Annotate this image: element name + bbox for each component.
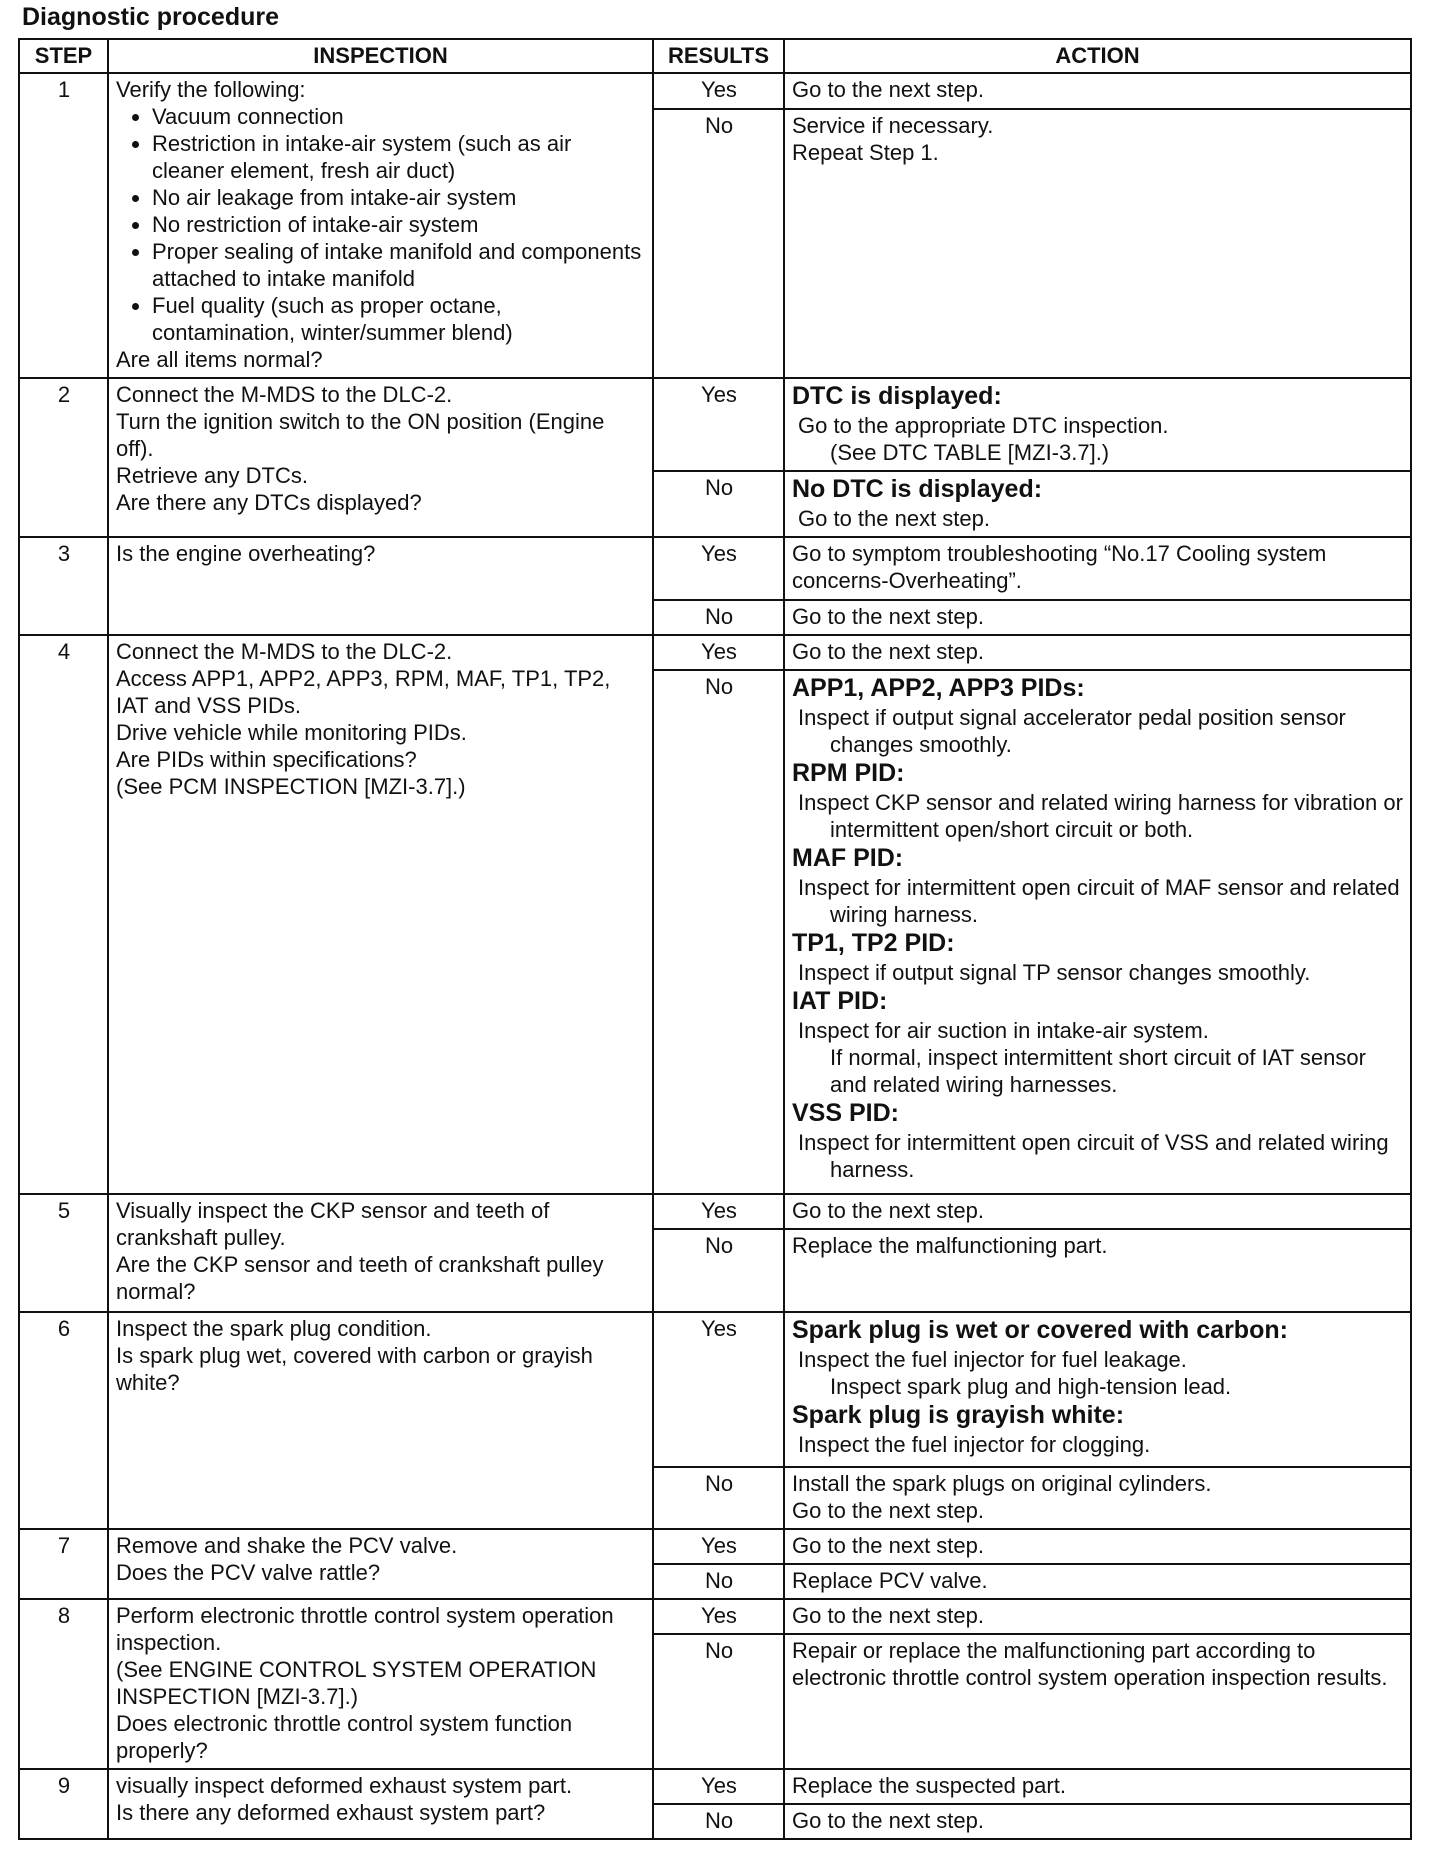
- result-no: No: [653, 471, 784, 537]
- result-yes: Yes: [653, 1769, 784, 1804]
- action-cell: Go to the next step.: [784, 635, 1411, 670]
- header-results: RESULTS: [653, 39, 784, 73]
- list-item: • Fuel quality (such as proper octane, contamination, winter/summer blend): [152, 292, 646, 346]
- pid-text: Inspect if output signal accelerator pedal position sensor changes smoothly.: [798, 705, 1346, 757]
- action-line: Service if necessary.: [792, 112, 994, 138]
- inspection-line: Drive vehicle while monitoring PIDs.: [116, 720, 467, 745]
- action-cell: Go to the next step.: [784, 73, 1411, 109]
- step-number: 2: [19, 378, 108, 537]
- result-no: No: [653, 1564, 784, 1599]
- result-no: No: [653, 1634, 784, 1769]
- inspection-line: visually inspect deformed exhaust system part.: [116, 1773, 573, 1798]
- inspection-cell: [108, 1194, 653, 1312]
- header-row: [19, 39, 1411, 73]
- result-no: No: [653, 1467, 784, 1529]
- result-yes: Yes: [653, 635, 784, 670]
- action-line: Go to the next step.: [798, 506, 991, 531]
- page-title: Diagnostic procedure: [22, 3, 279, 31]
- step-number: 8: [19, 1599, 108, 1769]
- action-cell: Repair or replace the malfunctioning part according to electronic throttle control system operation inspection results.: [784, 1634, 1411, 1769]
- pid-text: Inspect if output signal TP sensor changes smoothly.: [798, 960, 1311, 985]
- inspection-cell: Is the engine overheating?: [108, 537, 653, 635]
- pid-text: Inspect for intermittent open circuit of VSS and related wiring harness.: [798, 1130, 1389, 1182]
- diagnostic-procedure-table: [18, 38, 1412, 1840]
- list-item: • No restriction of intake-air system: [152, 211, 646, 238]
- table-row: [19, 1769, 1411, 1804]
- step-number: 5: [19, 1194, 108, 1312]
- result-no: No: [653, 1229, 784, 1312]
- action-line: Go to the appropriate DTC inspection.: [798, 413, 1169, 438]
- result-yes: Yes: [653, 1194, 784, 1229]
- pid-heading: IAT PID:: [792, 987, 888, 1015]
- result-yes: Yes: [653, 1599, 784, 1634]
- action-cell: Go to symptom troubleshooting “No.17 Cooling system concerns-Overheating”.: [784, 537, 1411, 600]
- action-cell: Replace the malfunctioning part.: [784, 1229, 1411, 1312]
- result-no: No: [653, 670, 784, 1194]
- step-number: 1: [19, 73, 108, 378]
- inspection-cell: [108, 73, 653, 378]
- action-line: Go to the next step.: [792, 1498, 985, 1523]
- inspection-cell: [108, 378, 653, 537]
- inspection-line: (See ENGINE CONTROL SYSTEM OPERATION INSPECTION [MZI-3.7].): [116, 1657, 597, 1709]
- pid-heading: TP1, TP2 PID:: [792, 929, 955, 957]
- inspection-line: Turn the ignition switch to the ON position (Engine off).: [116, 409, 605, 461]
- list-item: • Vacuum connection: [152, 103, 646, 130]
- step-number: 9: [19, 1769, 108, 1839]
- action-line: Inspect the fuel injector for clogging.: [798, 1432, 1151, 1457]
- inspection-line: Access APP1, APP2, APP3, RPM, MAF, TP1, TP2, IAT and VSS PIDs.: [116, 666, 611, 718]
- header-action: ACTION: [784, 39, 1411, 73]
- pid-heading: APP1, APP2, APP3 PIDs:: [792, 674, 1085, 702]
- action-cell: Go to the next step.: [784, 1804, 1411, 1839]
- action-line: Inspect spark plug and high-tension lead.: [830, 1374, 1232, 1399]
- result-no: No: [653, 600, 784, 635]
- pid-heading: VSS PID:: [792, 1099, 899, 1127]
- result-no: No: [653, 1804, 784, 1839]
- pid-heading: RPM PID:: [792, 759, 905, 787]
- inspection-line: Does electronic throttle control system function properly?: [116, 1711, 573, 1763]
- inspection-line: Are the CKP sensor and teeth of crankshaft pulley normal?: [116, 1252, 604, 1304]
- pid-text: Inspect for air suction in intake-air system.: [798, 1018, 1209, 1043]
- inspection-line: Perform electronic throttle control system operation inspection.: [116, 1603, 614, 1655]
- action-cell: [784, 1312, 1411, 1467]
- action-cell: [784, 378, 1411, 471]
- inspection-line: Retrieve any DTCs.: [116, 463, 308, 488]
- inspection-line: Visually inspect the CKP sensor and teeth of crankshaft pulley.: [116, 1198, 550, 1250]
- action-heading: Spark plug is grayish white:: [792, 1401, 1125, 1429]
- inspection-cell: [108, 1769, 653, 1839]
- result-yes: Yes: [653, 1312, 784, 1467]
- step-number: 3: [19, 537, 108, 635]
- action-line: (See DTC TABLE [MZI-3.7].): [830, 440, 1110, 465]
- inspection-line: Are there any DTCs displayed?: [116, 490, 422, 515]
- pid-text: If normal, inspect intermittent short circuit of IAT sensor and related wiring harnesses.: [830, 1045, 1366, 1097]
- result-yes: Yes: [653, 537, 784, 600]
- inspection-line: Remove and shake the PCV valve.: [116, 1533, 458, 1558]
- action-cell: [784, 1467, 1411, 1529]
- action-cell: [784, 109, 1411, 378]
- action-cell: Go to the next step.: [784, 1529, 1411, 1564]
- action-line: Repeat Step 1.: [792, 139, 939, 165]
- verify-list: [116, 103, 646, 346]
- pid-heading: MAF PID:: [792, 844, 904, 872]
- inspection-line: Connect the M-MDS to the DLC-2.: [116, 639, 453, 664]
- step-number: 7: [19, 1529, 108, 1599]
- inspection-line: Is there any deformed exhaust system part?: [116, 1800, 546, 1825]
- inspection-line: Inspect the spark plug condition.: [116, 1316, 432, 1341]
- inspection-line: Is spark plug wet, covered with carbon or grayish white?: [116, 1343, 593, 1395]
- result-yes: Yes: [653, 73, 784, 109]
- inspection-cell: [108, 635, 653, 1194]
- inspection-line: Connect the M-MDS to the DLC-2.: [116, 382, 453, 407]
- step-number: 6: [19, 1312, 108, 1529]
- table-row: [19, 1599, 1411, 1634]
- list-item: • Restriction in intake-air system (such as air cleaner element, fresh air duct): [152, 130, 646, 184]
- action-cell: Go to the next step.: [784, 1599, 1411, 1634]
- table-row: [19, 73, 1411, 109]
- header-step: STEP: [19, 39, 108, 73]
- inspection-cell: [108, 1529, 653, 1599]
- list-item: • No air leakage from intake-air system: [152, 184, 646, 211]
- header-inspection: INSPECTION: [108, 39, 653, 73]
- table-row: [19, 635, 1411, 670]
- pid-text: Inspect for intermittent open circuit of MAF sensor and related wiring harness.: [798, 875, 1400, 927]
- inspection-cell: [108, 1599, 653, 1769]
- inspection-line: Verify the following:: [116, 77, 306, 102]
- inspection-line: Are all items normal?: [116, 347, 323, 372]
- table-row: [19, 537, 1411, 600]
- step-number: 4: [19, 635, 108, 1194]
- result-yes: Yes: [653, 1529, 784, 1564]
- action-heading: No DTC is displayed:: [792, 475, 1043, 503]
- action-cell: [784, 471, 1411, 537]
- action-cell: Go to the next step.: [784, 600, 1411, 635]
- table-row: [19, 378, 1411, 471]
- inspection-line: Are PIDs within specifications?: [116, 747, 417, 772]
- action-line: Inspect the fuel injector for fuel leakage.: [798, 1347, 1187, 1372]
- action-cell: Replace PCV valve.: [784, 1564, 1411, 1599]
- action-cell: Go to the next step.: [784, 1194, 1411, 1229]
- action-heading: Spark plug is wet or covered with carbon:: [792, 1316, 1288, 1344]
- result-yes: Yes: [653, 378, 784, 471]
- table-row: [19, 1312, 1411, 1467]
- result-no: No: [653, 109, 784, 378]
- action-cell: Replace the suspected part.: [784, 1769, 1411, 1804]
- action-heading: DTC is displayed:: [792, 382, 1002, 410]
- list-item: • Proper sealing of intake manifold and components attached to intake manifold: [152, 238, 646, 292]
- pid-text: Inspect CKP sensor and related wiring harness for vibration or intermittent open/short circuit or both.: [798, 790, 1403, 842]
- action-line: Install the spark plugs on original cylinders.: [792, 1471, 1212, 1496]
- inspection-line: Does the PCV valve rattle?: [116, 1560, 381, 1585]
- action-cell: [784, 670, 1411, 1194]
- table-row: [19, 1529, 1411, 1564]
- inspection-line: (See PCM INSPECTION [MZI-3.7].): [116, 774, 466, 799]
- inspection-cell: [108, 1312, 653, 1529]
- table-row: [19, 1194, 1411, 1229]
